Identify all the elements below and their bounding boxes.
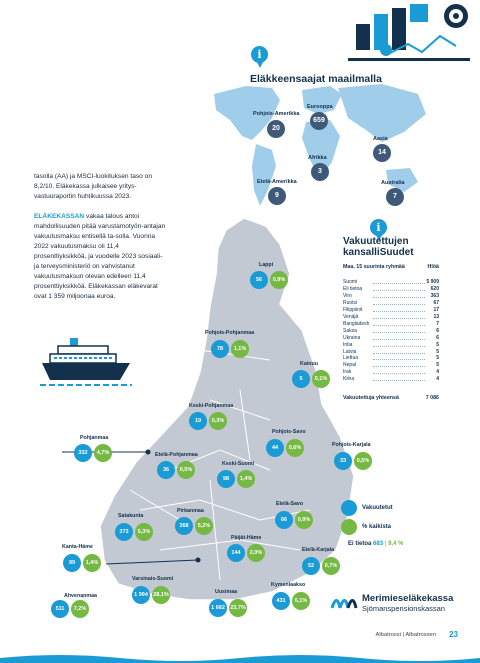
insured-row-country: Eli tietoa bbox=[343, 285, 363, 292]
bubble-africa: 3 bbox=[311, 163, 329, 181]
region-pct-bubble: 0,6% bbox=[286, 439, 304, 457]
dot-leader bbox=[373, 366, 425, 367]
insured-row-country: Bangladesh bbox=[343, 320, 370, 327]
insured-row bbox=[343, 300, 439, 306]
dot-leader bbox=[373, 297, 425, 298]
region-pct-bubble: 7,2% bbox=[71, 600, 89, 618]
dot-leader bbox=[373, 311, 425, 312]
article-p1: tasolla (AA) ja MSCI-luokituksen taso on 8,2/10. Eläkekassa julkaisee yritys-vastuuraportin huhtikuussa 2023. bbox=[34, 173, 153, 200]
region-pct-bubble: 5,2% bbox=[195, 517, 213, 535]
label-australia: Australia bbox=[381, 180, 405, 186]
insured-row-country: Saksa bbox=[343, 327, 357, 334]
region-insured-bubble: 56 bbox=[250, 271, 268, 289]
region-pct-bubble: 1,4% bbox=[83, 554, 101, 572]
insured-total-value: 7 086 bbox=[425, 395, 439, 401]
region-pct-bubble: 5,3% bbox=[135, 523, 153, 541]
insured-title bbox=[343, 236, 414, 258]
region-label: Ahvenanmaa bbox=[64, 593, 97, 599]
label-south-america: Etelä-Amerikka bbox=[257, 179, 297, 185]
region-insured-bubble: 1 682 bbox=[209, 599, 227, 617]
bubble-north-america: 20 bbox=[267, 120, 285, 138]
region-insured-bubble: 36 bbox=[157, 461, 175, 479]
region-insured-bubble: 44 bbox=[266, 439, 284, 457]
region-insured-bubble: 373 bbox=[115, 523, 133, 541]
insured-row bbox=[343, 349, 439, 355]
article-p2-lead: ELÄKEKASSAN bbox=[34, 213, 85, 220]
world-title: Eläkkeensaajat maailmalla bbox=[250, 73, 382, 85]
legend-insured-label: Vakuutetut bbox=[362, 505, 393, 511]
insured-row-country: Ukraina bbox=[343, 334, 361, 341]
insured-row-count: 7 bbox=[436, 320, 439, 327]
insured-row-count: 5 bbox=[436, 348, 439, 355]
article-p2: vakaa talous antoi mahdollisuuden pitää varustamotyön-antajan vakuutusmaksu entisellä ta-solla. Vuonna 2022 vakuutusmaksu oli 11,4 prosenttiyksikköä, ja vuodelle 2023 sosiaali- ja terveysministeriö on vahvistanut vakuutusmaksun olevan edelleen 11,4 prosenttiyksikköä. Eläkekassan eläkevarat ovat 1 359 miljoonaa euroa. bbox=[34, 213, 166, 300]
insured-row bbox=[343, 335, 439, 341]
pension-fund-logo-icon bbox=[330, 594, 360, 610]
legend-unknown-value: 683 bbox=[373, 541, 384, 547]
region-pct-bubble: 2,0% bbox=[247, 544, 265, 562]
dot-leader bbox=[373, 339, 425, 340]
insured-row-country: Venäjä bbox=[343, 313, 359, 320]
pension-fund-logo-text bbox=[362, 594, 453, 613]
region-label: Varsinais-Suomi bbox=[132, 576, 174, 582]
legend-pct-label: % kaikista bbox=[362, 524, 392, 530]
region-insured-bubble: 5 bbox=[292, 370, 310, 388]
article-paragraph-1 bbox=[34, 172, 166, 202]
region-label: Uusimaa bbox=[215, 589, 238, 595]
insured-header-country: Maa, 15 suurinta ryhmää bbox=[343, 264, 405, 270]
region-pct-bubble: 6,1% bbox=[292, 592, 310, 610]
insured-row-count: 4 bbox=[436, 369, 439, 376]
insured-row bbox=[343, 328, 439, 334]
region-insured-bubble: 52 bbox=[302, 557, 320, 575]
insured-row bbox=[343, 376, 439, 382]
region-label: Kanta-Häme bbox=[62, 544, 93, 550]
dot-leader bbox=[373, 353, 425, 354]
insured-row-count: 620 bbox=[430, 285, 439, 292]
insured-row-country: Intia bbox=[343, 341, 353, 348]
region-insured-bubble: 1 994 bbox=[132, 586, 150, 604]
region-label: Pohjanmaa bbox=[80, 435, 109, 441]
bubble-australia: 7 bbox=[386, 188, 404, 206]
label-asia: Aasia bbox=[373, 136, 388, 142]
insured-header-count: Hlöä bbox=[427, 264, 439, 270]
region-insured-bubble: 511 bbox=[51, 600, 69, 618]
insured-row bbox=[343, 279, 439, 285]
insured-row bbox=[343, 369, 439, 375]
region-insured-bubble: 19 bbox=[189, 412, 207, 430]
insured-row-country: Viro bbox=[343, 292, 352, 299]
insured-row-country: Filippiinit bbox=[343, 306, 363, 313]
insured-row-count: 5 bbox=[436, 355, 439, 362]
dot-leader bbox=[373, 304, 425, 305]
dot-leader bbox=[373, 359, 425, 360]
insured-row bbox=[343, 342, 439, 348]
bubble-south-america: 9 bbox=[268, 187, 286, 205]
dot-leader bbox=[373, 332, 425, 333]
region-pct-bubble: 0,5% bbox=[177, 461, 195, 479]
insured-row-count: 363 bbox=[430, 292, 439, 299]
info-icon: i bbox=[251, 46, 268, 63]
region-insured-bubble: 144 bbox=[227, 544, 245, 562]
region-insured-bubble: 99 bbox=[63, 554, 81, 572]
info-icon-insured: i bbox=[370, 219, 387, 236]
insured-title-line-2: kansalliSuudet bbox=[343, 247, 414, 258]
logo-line-1: Merimieseläkekassa bbox=[362, 593, 454, 604]
insured-row-country: Latvia bbox=[343, 348, 357, 355]
region-pct-bubble: 4,7% bbox=[94, 444, 112, 462]
region-pct-bubble: 0,9% bbox=[270, 271, 288, 289]
region-insured-bubble: 431 bbox=[272, 592, 290, 610]
insured-row-count: 17 bbox=[433, 306, 439, 313]
region-label: Keski-Pohjanmaa bbox=[189, 403, 234, 409]
region-pct-bubble: 1,4% bbox=[237, 470, 255, 488]
region-label: Pirkanmaa bbox=[177, 508, 204, 514]
region-pct-bubble: 0,9% bbox=[295, 511, 313, 529]
insured-row bbox=[343, 314, 439, 320]
region-insured-bubble: 66 bbox=[275, 511, 293, 529]
page-number: 23 bbox=[449, 630, 458, 639]
region-insured-bubble: 33 bbox=[334, 452, 352, 470]
bubble-asia: 14 bbox=[373, 144, 391, 162]
region-pct-bubble: 0,1% bbox=[312, 370, 330, 388]
dot-leader bbox=[373, 380, 425, 381]
region-pct-bubble: 28,1% bbox=[152, 586, 170, 604]
bubble-europe: 659 bbox=[310, 112, 328, 130]
insured-row bbox=[343, 286, 439, 292]
insured-row bbox=[343, 293, 439, 299]
dot-leader bbox=[373, 325, 425, 326]
region-label: Etelä-Pohjanmaa bbox=[155, 452, 198, 458]
legend-unknown-pct: 9,4 % bbox=[388, 541, 404, 547]
region-insured-bubble: 332 bbox=[74, 444, 92, 462]
region-insured-bubble: 98 bbox=[217, 470, 235, 488]
legend-pct-dot bbox=[341, 519, 357, 535]
region-pct-bubble: 0,7% bbox=[322, 557, 340, 575]
insured-row-country: Liettua bbox=[343, 355, 359, 362]
insured-row-country: Irak bbox=[343, 369, 352, 376]
insured-row-country: Suomi bbox=[343, 279, 358, 285]
dot-leader bbox=[373, 373, 425, 374]
label-africa: Afrikka bbox=[308, 155, 327, 161]
dot-leader bbox=[373, 290, 425, 291]
insured-row-count: 4 bbox=[436, 376, 439, 383]
insured-row bbox=[343, 321, 439, 327]
region-label: Keski-Suomi bbox=[222, 461, 255, 467]
region-label: Kymenlaakso bbox=[271, 582, 306, 588]
region-label: Etelä-Savo bbox=[276, 501, 304, 507]
insured-row-count: 13 bbox=[433, 313, 439, 320]
region-label: Satakunta bbox=[118, 513, 144, 519]
region-pct-bubble: 0,5% bbox=[354, 452, 372, 470]
region-pct-bubble: 0,3% bbox=[209, 412, 227, 430]
logo-line-2: Sjömanspensionskassan bbox=[362, 604, 445, 613]
publication-name: Albatrossi | Albatrossen bbox=[375, 632, 436, 638]
insured-row bbox=[343, 355, 439, 361]
region-label: Kainuu bbox=[300, 361, 318, 367]
legend-unknown: Ei tietoa 683 | 9,4 % bbox=[348, 541, 404, 547]
insured-total bbox=[343, 395, 439, 401]
dot-leader bbox=[373, 318, 425, 319]
insured-row-count: 67 bbox=[433, 299, 439, 306]
insured-row bbox=[343, 307, 439, 313]
region-label: Lappi bbox=[259, 262, 274, 268]
bottom-wave-border bbox=[0, 650, 480, 663]
label-europe: Eurooppa bbox=[307, 104, 333, 110]
region-pct-bubble: 1,1% bbox=[231, 340, 249, 358]
region-insured-bubble: 368 bbox=[175, 517, 193, 535]
region-label: Pohjois-Pohjanmaa bbox=[205, 330, 255, 336]
label-north-america: Pohjois-Amerikka bbox=[253, 111, 300, 117]
finance-illustration bbox=[348, 0, 470, 62]
insured-row-count: 5 bbox=[436, 341, 439, 348]
region-label: Pohjois-Karjala bbox=[332, 442, 371, 448]
insured-row-country: Ruotsi bbox=[343, 299, 358, 306]
insured-row-country: Nepal bbox=[343, 362, 357, 369]
insured-row-count: 5 909 bbox=[426, 279, 439, 285]
insured-row bbox=[343, 362, 439, 368]
legend-unknown-label: Ei tietoa bbox=[348, 541, 372, 547]
region-label: Pohjois-Savo bbox=[272, 429, 306, 435]
region-pct-bubble: 23,7% bbox=[229, 599, 247, 617]
insured-row-country: Kiina bbox=[343, 376, 355, 383]
dot-leader bbox=[373, 346, 425, 347]
insured-row-count: 5 bbox=[436, 362, 439, 369]
region-label: Etelä-Karjala bbox=[302, 547, 335, 553]
insured-title-line-1: Vakuutettujen bbox=[343, 236, 409, 247]
dot-leader bbox=[373, 283, 425, 284]
insured-row-count: 6 bbox=[436, 327, 439, 334]
legend-insured-dot bbox=[341, 500, 357, 516]
region-label: Päijät-Häme bbox=[231, 535, 262, 541]
region-insured-bubble: 78 bbox=[211, 340, 229, 358]
insured-row-count: 6 bbox=[436, 334, 439, 341]
insured-table-header bbox=[343, 264, 439, 270]
insured-total-label: Vakuutettuja yhteensä bbox=[343, 395, 399, 401]
